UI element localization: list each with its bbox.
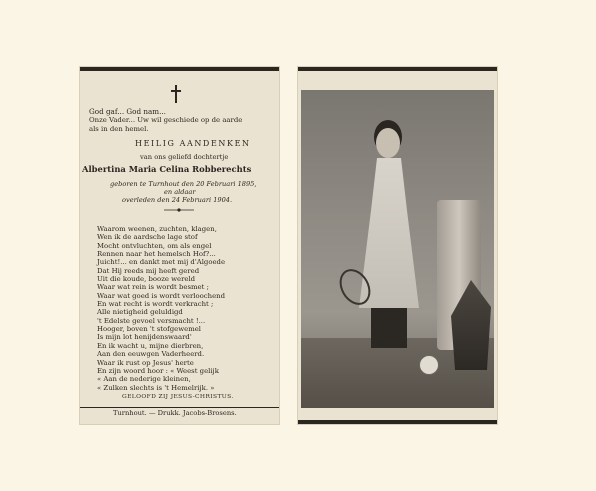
- poem-line: Dat Hij reeds mij heeft gered: [97, 266, 200, 275]
- portrait-photo-icon: [301, 90, 494, 408]
- poem-line: 't Edelste gevoel versmacht !...: [97, 316, 206, 325]
- girl-head-shape: [376, 128, 400, 158]
- poem-line: « Aan de nederige kleinen,: [97, 375, 191, 384]
- poem-line: Aan den eeuwgen Vaderheerd.: [97, 350, 205, 359]
- card-top-edge: [298, 67, 497, 71]
- poem-line: En ik wacht u, mijne dierbren,: [97, 341, 204, 350]
- poem-line: « Zulken slechts is 't Hemelrijk. »: [97, 383, 215, 392]
- poem-line: En zijn woord hoor : « Weest gelijk: [97, 366, 219, 375]
- poem-line: Wen ik de aardsche lage stof: [97, 233, 198, 242]
- poem-line: Uit die koude, booze wereld: [97, 275, 196, 284]
- cross-icon: [170, 85, 182, 103]
- ball-shape: [419, 355, 439, 375]
- poem-line: En wat recht is wordt verkracht ;: [97, 300, 214, 309]
- printer-line: Turnhout. — Drukk. Jacobs-Brosens.: [113, 409, 237, 417]
- poem-line: Juicht!... en dankt met mij d'Algoede: [97, 258, 226, 267]
- poem-line: Hooger, boven 't stofgewemel: [97, 325, 202, 334]
- poem-line: Waar wat goed is wordt verloochend: [97, 291, 226, 300]
- memorial-card-text: [80, 67, 279, 424]
- intro-line-1: God gaf... God nam...: [89, 107, 166, 116]
- praise-line: GELOOFD ZIJ JESUS-CHRISTUS.: [122, 394, 234, 400]
- footer-divider: [80, 407, 279, 408]
- poem-line: Waarom weenen, zuchten, klagen,: [97, 225, 217, 233]
- poem-line: Mocht ontvluchten, om als engel: [97, 241, 212, 250]
- card-bottom-edge: [298, 420, 497, 424]
- card-top-edge: [80, 67, 279, 71]
- poem-line: Alle nietigheid geluldigd: [97, 308, 183, 317]
- poem-line: Waar ik rust op Jesus' herte: [97, 358, 194, 367]
- poem-line: Waar wat rein is wordt besmet ;: [97, 283, 209, 292]
- intro-line-2: Onze Vader... Uw wil geschiede op de aarde: [89, 116, 243, 124]
- poem: [97, 225, 225, 392]
- birth-line: geboren te Turnhout den 20 Februari 1895,: [110, 180, 257, 188]
- aldaar-line: en aldaar: [164, 188, 196, 196]
- ornament-divider: [164, 207, 194, 213]
- death-line: overleden den 24 Februari 1904.: [122, 196, 233, 204]
- subheading: van ons geliefd dochtertje: [140, 153, 229, 161]
- poem-line: Is mijn lot henijdenswaard': [97, 333, 192, 342]
- poem-line: Rennen naar het hemelsch Hof?...: [97, 250, 216, 259]
- girl-legs-shape: [371, 308, 407, 348]
- intro-line-3: als in den hemel.: [89, 125, 149, 133]
- deceased-name: Albertina Maria Celina Robberechts: [82, 164, 252, 174]
- heading: HEILIG AANDENKEN: [135, 139, 251, 148]
- memorial-card-photo: [298, 67, 497, 424]
